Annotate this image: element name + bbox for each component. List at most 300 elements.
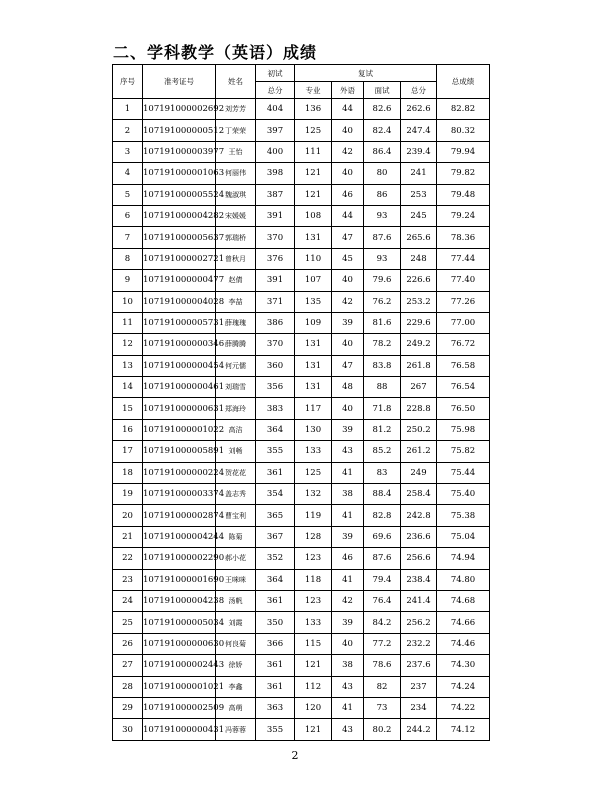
cell-name: 赵倩	[216, 270, 256, 291]
cell-foreign: 38	[332, 484, 364, 505]
cell-seq: 16	[113, 419, 143, 440]
cell-initial-total: 364	[256, 569, 295, 590]
cell-initial-total: 391	[256, 270, 295, 291]
cell-initial-total: 398	[256, 163, 295, 184]
cell-interview: 93	[364, 205, 401, 226]
header-initial-total: 总分	[256, 82, 295, 99]
cell-foreign: 47	[332, 227, 364, 248]
cell-foreign: 41	[332, 505, 364, 526]
cell-seq: 18	[113, 462, 143, 483]
cell-final: 75.38	[437, 505, 490, 526]
cell-interview: 81.6	[364, 312, 401, 333]
table-row	[113, 505, 490, 526]
cell-major: 121	[295, 184, 332, 205]
cell-retest-total: 244.2	[401, 719, 437, 740]
cell-retest-total: 256.2	[401, 612, 437, 633]
cell-interview: 93	[364, 248, 401, 269]
cell-foreign: 39	[332, 526, 364, 547]
cell-name: 郭瑞桥	[216, 227, 256, 248]
table-row	[113, 227, 490, 248]
table-row	[113, 248, 490, 269]
cell-name: 薛腾腾	[216, 334, 256, 355]
cell-exam-id: 107191000004238	[143, 590, 216, 611]
table-row	[113, 355, 490, 376]
cell-major: 125	[295, 462, 332, 483]
cell-initial-total: 361	[256, 590, 295, 611]
cell-retest-total: 226.6	[401, 270, 437, 291]
cell-seq: 12	[113, 334, 143, 355]
cell-retest-total: 232.2	[401, 633, 437, 654]
header-retest-total: 总分	[401, 82, 437, 99]
cell-initial-total: 370	[256, 334, 295, 355]
cell-initial-total: 376	[256, 248, 295, 269]
cell-initial-total: 355	[256, 441, 295, 462]
cell-retest-total: 237.6	[401, 655, 437, 676]
cell-retest-total: 261.2	[401, 441, 437, 462]
table-row	[113, 184, 490, 205]
cell-seq: 14	[113, 377, 143, 398]
cell-major: 130	[295, 419, 332, 440]
cell-retest-total: 237	[401, 676, 437, 697]
cell-exam-id: 107191000004282	[143, 205, 216, 226]
cell-major: 133	[295, 441, 332, 462]
table-row	[113, 419, 490, 440]
cell-interview: 82.8	[364, 505, 401, 526]
cell-seq: 22	[113, 548, 143, 569]
cell-interview: 77.2	[364, 633, 401, 654]
table-row	[113, 697, 490, 718]
table-row	[113, 548, 490, 569]
cell-interview: 84.2	[364, 612, 401, 633]
cell-retest-total: 249.2	[401, 334, 437, 355]
cell-retest-total: 229.6	[401, 312, 437, 333]
table-row	[113, 526, 490, 547]
cell-foreign: 40	[332, 163, 364, 184]
cell-name: 汤帆	[216, 590, 256, 611]
cell-name: 陈菊	[216, 526, 256, 547]
cell-exam-id: 107191000000461	[143, 377, 216, 398]
cell-seq: 19	[113, 484, 143, 505]
cell-initial-total: 361	[256, 655, 295, 676]
cell-final: 74.24	[437, 676, 490, 697]
cell-interview: 69.6	[364, 526, 401, 547]
cell-foreign: 41	[332, 569, 364, 590]
cell-foreign: 39	[332, 419, 364, 440]
cell-name: 贺花花	[216, 462, 256, 483]
cell-seq: 25	[113, 612, 143, 633]
cell-major: 123	[295, 548, 332, 569]
cell-seq: 24	[113, 590, 143, 611]
cell-final: 74.66	[437, 612, 490, 633]
cell-interview: 81.2	[364, 419, 401, 440]
table-row	[113, 484, 490, 505]
table-row	[113, 270, 490, 291]
cell-major: 115	[295, 633, 332, 654]
table-row	[113, 398, 490, 419]
cell-final: 75.82	[437, 441, 490, 462]
cell-final: 75.98	[437, 419, 490, 440]
cell-foreign: 48	[332, 377, 364, 398]
table-row	[113, 120, 490, 141]
cell-retest-total: 253.2	[401, 291, 437, 312]
cell-final: 76.72	[437, 334, 490, 355]
cell-retest-total: 249	[401, 462, 437, 483]
cell-name: 刘芳芳	[216, 99, 256, 120]
cell-major: 136	[295, 99, 332, 120]
cell-interview: 87.6	[364, 227, 401, 248]
cell-initial-total: 356	[256, 377, 295, 398]
cell-foreign: 41	[332, 462, 364, 483]
cell-initial-total: 383	[256, 398, 295, 419]
cell-final: 74.30	[437, 655, 490, 676]
cell-foreign: 39	[332, 612, 364, 633]
cell-foreign: 42	[332, 291, 364, 312]
cell-major: 120	[295, 697, 332, 718]
cell-retest-total: 248	[401, 248, 437, 269]
cell-interview: 78.2	[364, 334, 401, 355]
cell-seq: 21	[113, 526, 143, 547]
cell-seq: 27	[113, 655, 143, 676]
cell-interview: 83	[364, 462, 401, 483]
cell-name: 李鑫	[216, 676, 256, 697]
cell-initial-total: 350	[256, 612, 295, 633]
cell-name: 魏淑琪	[216, 184, 256, 205]
cell-initial-total: 360	[256, 355, 295, 376]
cell-interview: 79.4	[364, 569, 401, 590]
cell-exam-id: 107191000000630	[143, 633, 216, 654]
cell-retest-total: 234	[401, 697, 437, 718]
header-foreign: 外语	[332, 82, 364, 99]
cell-exam-id: 107191000001690	[143, 569, 216, 590]
cell-interview: 79.6	[364, 270, 401, 291]
cell-final: 79.24	[437, 205, 490, 226]
cell-interview: 83.8	[364, 355, 401, 376]
cell-final: 77.00	[437, 312, 490, 333]
cell-name: 刘畅	[216, 441, 256, 462]
cell-name: 何丽伟	[216, 163, 256, 184]
cell-retest-total: 236.6	[401, 526, 437, 547]
cell-interview: 76.2	[364, 291, 401, 312]
cell-major: 131	[295, 355, 332, 376]
cell-seq: 11	[113, 312, 143, 333]
cell-major: 107	[295, 270, 332, 291]
cell-exam-id: 107191000002290	[143, 548, 216, 569]
cell-exam-id: 107191000005731	[143, 312, 216, 333]
table-row	[113, 655, 490, 676]
cell-retest-total: 258.4	[401, 484, 437, 505]
table-row	[113, 612, 490, 633]
cell-major: 118	[295, 569, 332, 590]
cell-initial-total: 367	[256, 526, 295, 547]
cell-name: 刘霞	[216, 612, 256, 633]
cell-seq: 29	[113, 697, 143, 718]
cell-foreign: 42	[332, 590, 364, 611]
table-row	[113, 462, 490, 483]
cell-major: 135	[295, 291, 332, 312]
cell-seq: 20	[113, 505, 143, 526]
cell-final: 77.40	[437, 270, 490, 291]
cell-seq: 30	[113, 719, 143, 740]
cell-interview: 78.6	[364, 655, 401, 676]
cell-final: 75.04	[437, 526, 490, 547]
cell-foreign: 38	[332, 655, 364, 676]
cell-name: 李喆	[216, 291, 256, 312]
cell-initial-total: 352	[256, 548, 295, 569]
cell-final: 76.54	[437, 377, 490, 398]
cell-exam-id: 107191000002874	[143, 505, 216, 526]
cell-exam-id: 107191000004244	[143, 526, 216, 547]
cell-exam-id: 107191000002443	[143, 655, 216, 676]
cell-foreign: 44	[332, 205, 364, 226]
cell-initial-total: 400	[256, 141, 295, 162]
table-row	[113, 205, 490, 226]
cell-seq: 1	[113, 99, 143, 120]
cell-foreign: 40	[332, 334, 364, 355]
cell-foreign: 40	[332, 633, 364, 654]
cell-interview: 80.2	[364, 719, 401, 740]
cell-interview: 71.8	[364, 398, 401, 419]
cell-major: 123	[295, 590, 332, 611]
cell-foreign: 43	[332, 441, 364, 462]
table-row	[113, 590, 490, 611]
cell-major: 131	[295, 227, 332, 248]
cell-exam-id: 107191000000431	[143, 719, 216, 740]
cell-foreign: 43	[332, 676, 364, 697]
cell-major: 111	[295, 141, 332, 162]
cell-exam-id: 107191000003374	[143, 484, 216, 505]
cell-major: 117	[295, 398, 332, 419]
cell-major: 121	[295, 655, 332, 676]
cell-initial-total: 387	[256, 184, 295, 205]
cell-interview: 88	[364, 377, 401, 398]
table-row	[113, 569, 490, 590]
cell-exam-id: 107191000002509	[143, 697, 216, 718]
cell-initial-total: 366	[256, 633, 295, 654]
cell-exam-id: 107191000000512	[143, 120, 216, 141]
cell-interview: 85.2	[364, 441, 401, 462]
cell-initial-total: 397	[256, 120, 295, 141]
cell-initial-total: 391	[256, 205, 295, 226]
cell-major: 109	[295, 312, 332, 333]
cell-retest-total: 247.4	[401, 120, 437, 141]
cell-initial-total: 370	[256, 227, 295, 248]
cell-initial-total: 365	[256, 505, 295, 526]
cell-retest-total: 239.4	[401, 141, 437, 162]
cell-major: 121	[295, 163, 332, 184]
cell-major: 112	[295, 676, 332, 697]
cell-name: 高萌	[216, 697, 256, 718]
cell-major: 128	[295, 526, 332, 547]
cell-name: 徐娇	[216, 655, 256, 676]
cell-name: 曹宝利	[216, 505, 256, 526]
cell-retest-total: 245	[401, 205, 437, 226]
score-table	[112, 64, 490, 741]
table-row	[113, 312, 490, 333]
cell-final: 79.82	[437, 163, 490, 184]
cell-major: 110	[295, 248, 332, 269]
cell-seq: 4	[113, 163, 143, 184]
table-row	[113, 719, 490, 740]
cell-initial-total: 363	[256, 697, 295, 718]
cell-retest-total: 242.8	[401, 505, 437, 526]
cell-final: 74.12	[437, 719, 490, 740]
cell-seq: 6	[113, 205, 143, 226]
cell-exam-id: 107191000001022	[143, 419, 216, 440]
header-initial: 初试	[256, 65, 295, 82]
cell-major: 125	[295, 120, 332, 141]
cell-final: 77.26	[437, 291, 490, 312]
table-row	[113, 99, 490, 120]
cell-exam-id: 107191000005891	[143, 441, 216, 462]
cell-exam-id: 107191000005637	[143, 227, 216, 248]
cell-name: 郑海玲	[216, 398, 256, 419]
cell-seq: 9	[113, 270, 143, 291]
cell-seq: 13	[113, 355, 143, 376]
cell-foreign: 47	[332, 355, 364, 376]
cell-final: 78.36	[437, 227, 490, 248]
cell-retest-total: 241.4	[401, 590, 437, 611]
cell-final: 74.94	[437, 548, 490, 569]
cell-final: 82.82	[437, 99, 490, 120]
cell-foreign: 41	[332, 697, 364, 718]
cell-retest-total: 238.4	[401, 569, 437, 590]
cell-name: 高洁	[216, 419, 256, 440]
cell-major: 108	[295, 205, 332, 226]
cell-name: 刘瑞雪	[216, 377, 256, 398]
cell-name: 丁荣荣	[216, 120, 256, 141]
cell-name: 王怡	[216, 141, 256, 162]
header-major: 专业	[295, 82, 332, 99]
cell-initial-total: 364	[256, 419, 295, 440]
cell-name: 何元儒	[216, 355, 256, 376]
cell-final: 75.44	[437, 462, 490, 483]
cell-seq: 28	[113, 676, 143, 697]
cell-seq: 26	[113, 633, 143, 654]
header-retest: 复试	[295, 65, 437, 82]
table-row	[113, 334, 490, 355]
cell-final: 79.48	[437, 184, 490, 205]
cell-final: 74.80	[437, 569, 490, 590]
cell-foreign: 44	[332, 99, 364, 120]
table-row	[113, 441, 490, 462]
cell-retest-total: 253	[401, 184, 437, 205]
cell-seq: 8	[113, 248, 143, 269]
cell-seq: 2	[113, 120, 143, 141]
cell-initial-total: 361	[256, 676, 295, 697]
cell-initial-total: 354	[256, 484, 295, 505]
cell-retest-total: 261.8	[401, 355, 437, 376]
cell-exam-id: 107191000004028	[143, 291, 216, 312]
cell-retest-total: 241	[401, 163, 437, 184]
cell-foreign: 42	[332, 141, 364, 162]
cell-retest-total: 267	[401, 377, 437, 398]
cell-exam-id: 107191000005034	[143, 612, 216, 633]
cell-final: 74.46	[437, 633, 490, 654]
cell-major: 131	[295, 377, 332, 398]
cell-final: 74.68	[437, 590, 490, 611]
cell-interview: 88.4	[364, 484, 401, 505]
cell-foreign: 45	[332, 248, 364, 269]
cell-exam-id: 107191000000454	[143, 355, 216, 376]
cell-interview: 86.4	[364, 141, 401, 162]
cell-seq: 10	[113, 291, 143, 312]
cell-exam-id: 107191000002721	[143, 248, 216, 269]
table-row	[113, 291, 490, 312]
cell-seq: 3	[113, 141, 143, 162]
cell-exam-id: 107191000000477	[143, 270, 216, 291]
cell-seq: 15	[113, 398, 143, 419]
cell-retest-total: 228.8	[401, 398, 437, 419]
cell-name: 王咪咪	[216, 569, 256, 590]
cell-foreign: 46	[332, 548, 364, 569]
cell-exam-id: 107191000003977	[143, 141, 216, 162]
cell-major: 131	[295, 334, 332, 355]
cell-initial-total: 386	[256, 312, 295, 333]
cell-major: 132	[295, 484, 332, 505]
cell-exam-id: 107191000001021	[143, 676, 216, 697]
cell-initial-total: 361	[256, 462, 295, 483]
cell-interview: 87.6	[364, 548, 401, 569]
cell-exam-id: 107191000000346	[143, 334, 216, 355]
table-row	[113, 163, 490, 184]
cell-initial-total: 355	[256, 719, 295, 740]
cell-seq: 17	[113, 441, 143, 462]
cell-exam-id: 107191000000224	[143, 462, 216, 483]
cell-final: 77.44	[437, 248, 490, 269]
cell-exam-id: 107191000001063	[143, 163, 216, 184]
cell-major: 121	[295, 719, 332, 740]
cell-exam-id: 107191000000631	[143, 398, 216, 419]
cell-final: 75.40	[437, 484, 490, 505]
page-number: 2	[291, 749, 299, 762]
cell-foreign: 39	[332, 312, 364, 333]
cell-final: 80.32	[437, 120, 490, 141]
cell-final: 74.22	[437, 697, 490, 718]
cell-name: 冯蓉蓉	[216, 719, 256, 740]
header-seq: 序号	[113, 65, 143, 99]
cell-foreign: 46	[332, 184, 364, 205]
cell-initial-total: 404	[256, 99, 295, 120]
cell-seq: 5	[113, 184, 143, 205]
cell-foreign: 40	[332, 120, 364, 141]
header-final: 总成绩	[437, 65, 490, 99]
cell-foreign: 43	[332, 719, 364, 740]
cell-interview: 82	[364, 676, 401, 697]
cell-retest-total: 265.6	[401, 227, 437, 248]
header-exam-id: 准考证号	[143, 65, 216, 99]
cell-retest-total: 256.6	[401, 548, 437, 569]
cell-major: 133	[295, 612, 332, 633]
cell-name: 何良菊	[216, 633, 256, 654]
table-body	[113, 99, 490, 741]
table-row	[113, 141, 490, 162]
cell-final: 76.58	[437, 355, 490, 376]
cell-foreign: 40	[332, 398, 364, 419]
table-header	[113, 65, 490, 99]
cell-interview: 86	[364, 184, 401, 205]
cell-interview: 73	[364, 697, 401, 718]
cell-seq: 7	[113, 227, 143, 248]
header-name: 姓名	[216, 65, 256, 99]
cell-foreign: 40	[332, 270, 364, 291]
table-row	[113, 676, 490, 697]
cell-final: 79.94	[437, 141, 490, 162]
cell-exam-id: 107191000005524	[143, 184, 216, 205]
cell-final: 76.50	[437, 398, 490, 419]
cell-initial-total: 371	[256, 291, 295, 312]
cell-retest-total: 262.6	[401, 99, 437, 120]
cell-seq: 23	[113, 569, 143, 590]
